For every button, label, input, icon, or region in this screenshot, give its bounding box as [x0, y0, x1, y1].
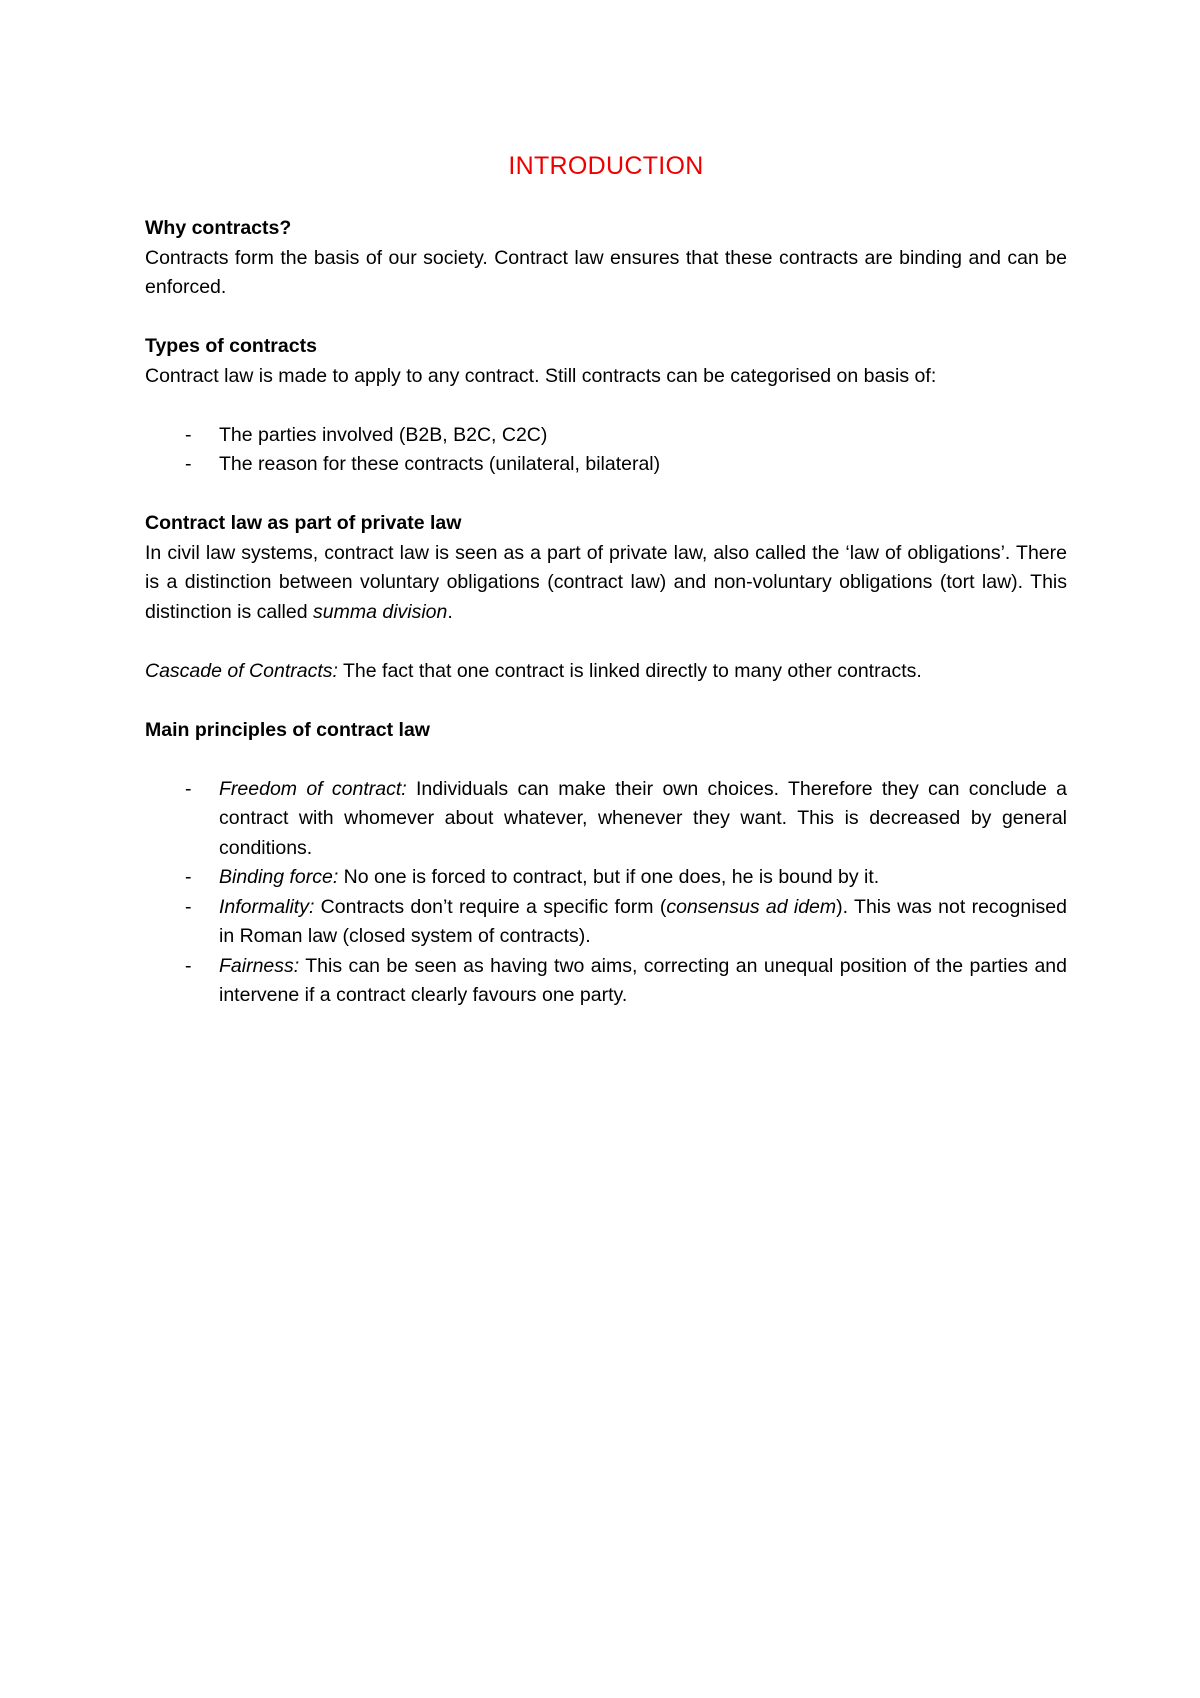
principle-term: Informality:	[219, 895, 315, 918]
paragraph-why-contracts: Contracts form the basis of our society. Contract law ensures that these contracts are binding and can be enforced.	[145, 246, 1067, 298]
page-title: INTRODUCTION	[508, 152, 704, 180]
dash-bullet: -	[185, 423, 192, 446]
heading-types-of-contracts: Types of contracts	[145, 335, 317, 357]
dash-bullet: -	[185, 954, 192, 977]
list-item-text: The reason for these contracts (unilateral, bilateral)	[219, 453, 661, 475]
types-list	[145, 421, 1067, 480]
spacer	[145, 627, 1067, 657]
spacer	[145, 480, 1067, 510]
list-item	[145, 863, 1067, 893]
list-item	[145, 450, 1067, 480]
paragraph-text: In civil law systems, contract law is seen as a part of private law, also called the ‘law of obligations’. There is a distinction between voluntary obligations (contract law) and non-voluntary obligations (tort law). This distinction is called	[145, 541, 1067, 623]
term-consensus-ad-idem: consensus ad idem	[666, 895, 837, 918]
principles-list	[145, 775, 1067, 1011]
heading-main-principles: Main principles of contract law	[145, 718, 430, 741]
principle-text: Individuals can make their own choices. Therefore they can conclude a contract with whomever about whatever, whenever they want. This is decreased by general conditions.	[219, 777, 1067, 859]
paragraph-text-end: .	[447, 600, 453, 623]
dash-bullet: -	[185, 866, 192, 888]
heading-why-contracts: Why contracts?	[145, 217, 292, 239]
term-cascade: Cascade of Contracts:	[145, 659, 338, 682]
list-item	[145, 893, 1067, 952]
paragraph-cascade	[145, 657, 1067, 687]
principle-text: Contracts don’t require a specific form (	[314, 895, 667, 918]
principle-text-end: ). This was not recognised in Roman law (closed system of contracts).	[219, 895, 1067, 947]
principle-text: No one is forced to contract, but if one does, he is bound by it.	[338, 866, 880, 888]
list-item	[145, 421, 1067, 451]
dash-bullet: -	[185, 895, 192, 918]
heading-private-law: Contract law as part of private law	[145, 512, 462, 534]
principle-term: Freedom of contract:	[219, 777, 407, 800]
principle-term: Binding force:	[219, 866, 339, 888]
spacer	[145, 745, 1067, 775]
list-item-text: The parties involved (B2B, B2C, C2C)	[219, 423, 548, 446]
spacer	[145, 391, 1067, 421]
dash-bullet: -	[185, 453, 192, 475]
list-item	[145, 775, 1067, 864]
paragraph-types-of-contracts: Contract law is made to apply to any contract. Still contracts can be categorised on basis of:	[145, 364, 937, 387]
principle-term: Fairness:	[219, 954, 300, 977]
principle-text: This can be seen as having two aims, correcting an unequal position of the parties and intervene if a contract clearly favours one party.	[219, 954, 1067, 1006]
spacer	[145, 303, 1067, 333]
term-summa-division: summa division	[313, 600, 448, 623]
dash-bullet: -	[185, 777, 192, 800]
cascade-definition: The fact that one contract is linked directly to many other contracts.	[337, 659, 922, 682]
list-item	[145, 952, 1067, 1011]
paragraph-private-law	[145, 539, 1067, 628]
spacer	[145, 686, 1067, 716]
